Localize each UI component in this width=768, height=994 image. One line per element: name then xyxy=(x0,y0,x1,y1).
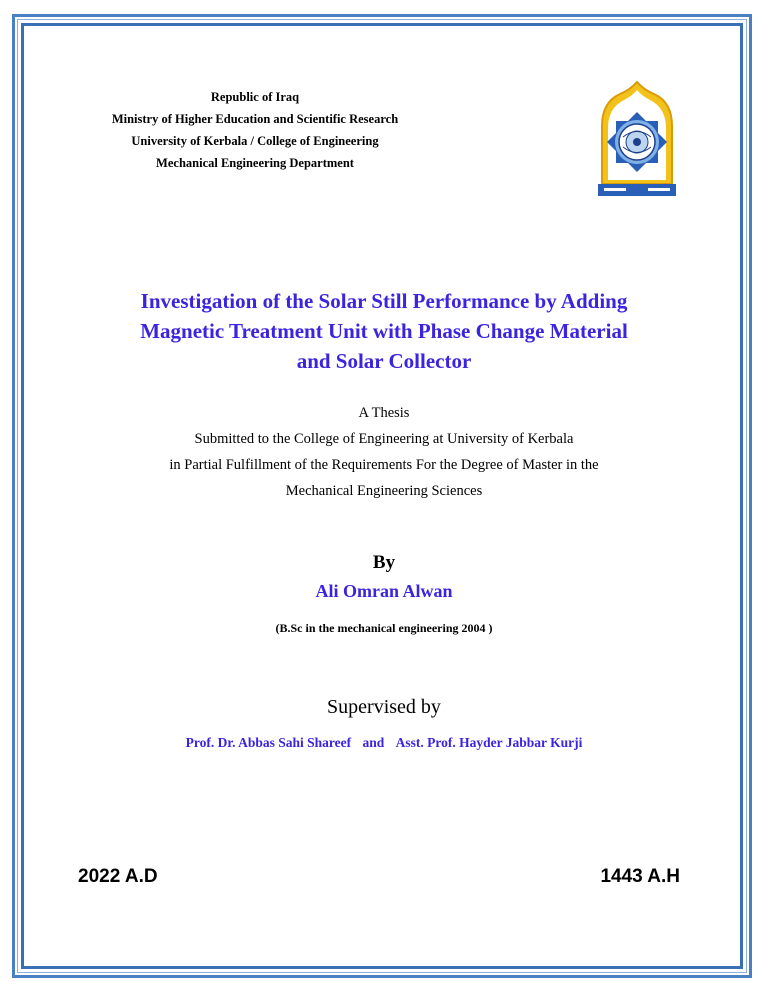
thesis-statement xyxy=(60,400,708,504)
thesis-title xyxy=(80,286,688,376)
thesis-field: Mechanical Engineering Sciences xyxy=(285,483,483,499)
institution-header xyxy=(70,86,440,174)
university-logo-icon xyxy=(596,80,678,204)
title-line-3: and Solar Collector xyxy=(296,349,472,373)
header-department: Mechanical Engineering Department xyxy=(156,156,354,170)
header-republic: Republic of Iraq xyxy=(210,90,300,104)
supervisor-2: Asst. Prof. Hayder Jabbar Kurji xyxy=(395,735,583,750)
thesis-fulfillment: in Partial Fulfillment of the Requirements For the Degree of Master in the xyxy=(169,457,599,473)
supervisor-conjunction: and xyxy=(362,735,385,750)
author-degree: (B.Sc in the mechanical engineering 2004 ) xyxy=(275,621,493,635)
header-university: University of Kerbala / College of Engineering xyxy=(131,134,379,148)
supervisor-1: Prof. Dr. Abbas Sahi Shareef xyxy=(185,735,352,750)
header-ministry: Ministry of Higher Education and Scientific Research xyxy=(111,112,399,126)
supervised-by-label: Supervised by xyxy=(327,696,441,718)
thesis-label: A Thesis xyxy=(358,405,410,421)
gregorian-date: 2022 A.D xyxy=(78,866,158,887)
title-line-2: Magnetic Treatment Unit with Phase Change Material xyxy=(140,319,628,343)
hijri-date: 1443 A.H xyxy=(600,866,680,887)
title-line-1: Investigation of the Solar Still Performance by Adding xyxy=(140,289,628,313)
supervisors-line xyxy=(90,735,678,751)
by-label: By xyxy=(372,552,396,573)
author-name: Ali Omran Alwan xyxy=(315,581,453,601)
thesis-submitted: Submitted to the College of Engineering at University of Kerbala xyxy=(194,431,574,447)
